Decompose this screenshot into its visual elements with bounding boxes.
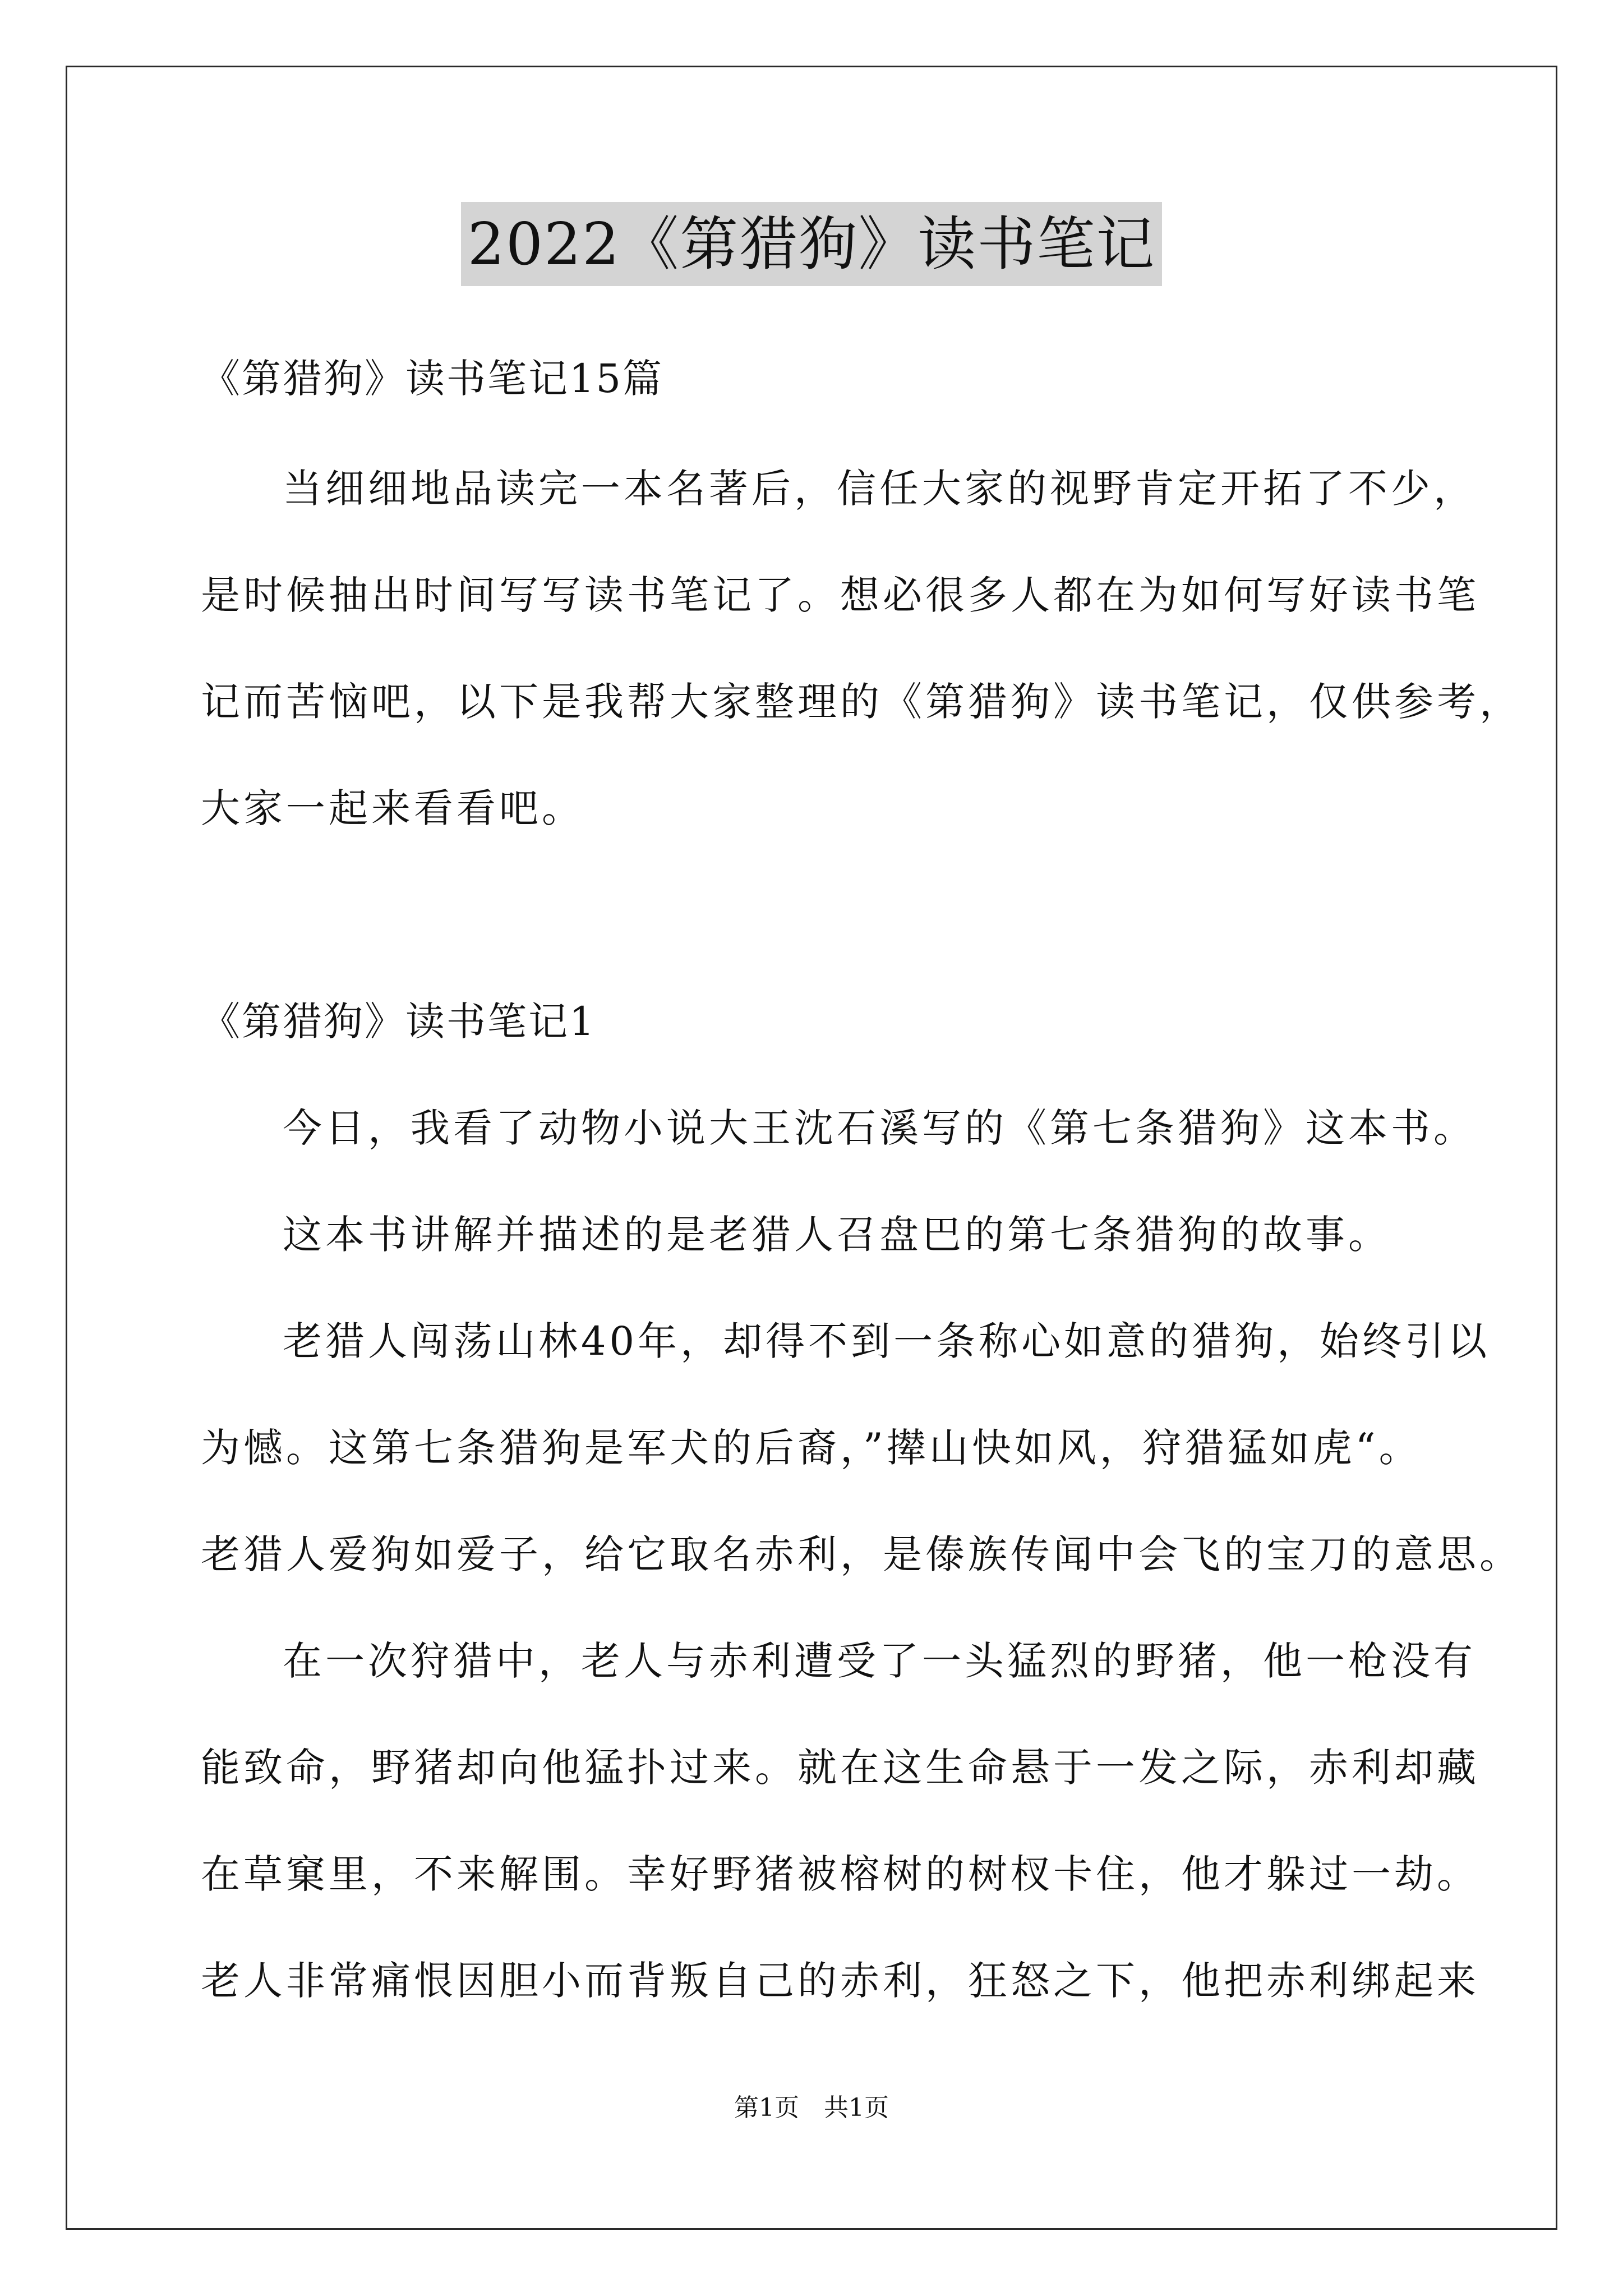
body-line: 能致命，野猪却向他猛扑过来。就在这生命悬于一发之际，赤利却藏 xyxy=(201,1745,1479,1791)
section-heading: 《第猎狗》读书笔记1 xyxy=(201,999,596,1045)
body-line: 今日，我看了动物小说大王沈石溪写的《第七条猎狗》这本书。 xyxy=(283,1105,1476,1151)
body-line: 在草窠里，不来解围。幸好野猪被榕树的树杈卡住，他才躲过一劫。 xyxy=(201,1851,1479,1897)
body-line: 老猎人闯荡山林40年，却得不到一条称心如意的猎狗，始终引以 xyxy=(283,1318,1491,1364)
intro-line: 是时候抽出时间写写读书笔记了。想必很多人都在为如何写好读书笔 xyxy=(201,572,1479,618)
intro-heading: 《第猎狗》读书笔记15篇 xyxy=(201,356,664,402)
body-line: 老猎人爱狗如爱子，给它取名赤利，是傣族传闻中会飞的宝刀的意思。 xyxy=(201,1531,1522,1577)
body-line: 为憾。这第七条猎狗是军犬的后裔，”撵山快如风，狩猎猛如虎“。 xyxy=(201,1425,1422,1471)
body-line: 这本书讲解并描述的是老猎人召盘巴的第七条猎狗的故事。 xyxy=(283,1212,1391,1258)
body-line: 在一次狩猎中，老人与赤利遭受了一头猛烈的野猪，他一枪没有 xyxy=(283,1638,1476,1684)
page-footer: 第1页 共1页 xyxy=(734,2093,889,2122)
intro-line: 当细细地品读完一本名著后，信任大家的视野肯定开拓了不少， xyxy=(283,466,1476,512)
intro-line: 大家一起来看看吧。 xyxy=(201,785,584,831)
intro-line: 记而苦恼吧，以下是我帮大家整理的《第猎狗》读书笔记，仅供参考， xyxy=(201,679,1522,725)
body-line: 老人非常痛恨因胆小而背叛自己的赤利，狂怒之下，他把赤利绑起来 xyxy=(201,1958,1479,2004)
title-container xyxy=(0,202,1623,286)
document-title: 2022《第猎狗》读书笔记 xyxy=(461,202,1163,286)
